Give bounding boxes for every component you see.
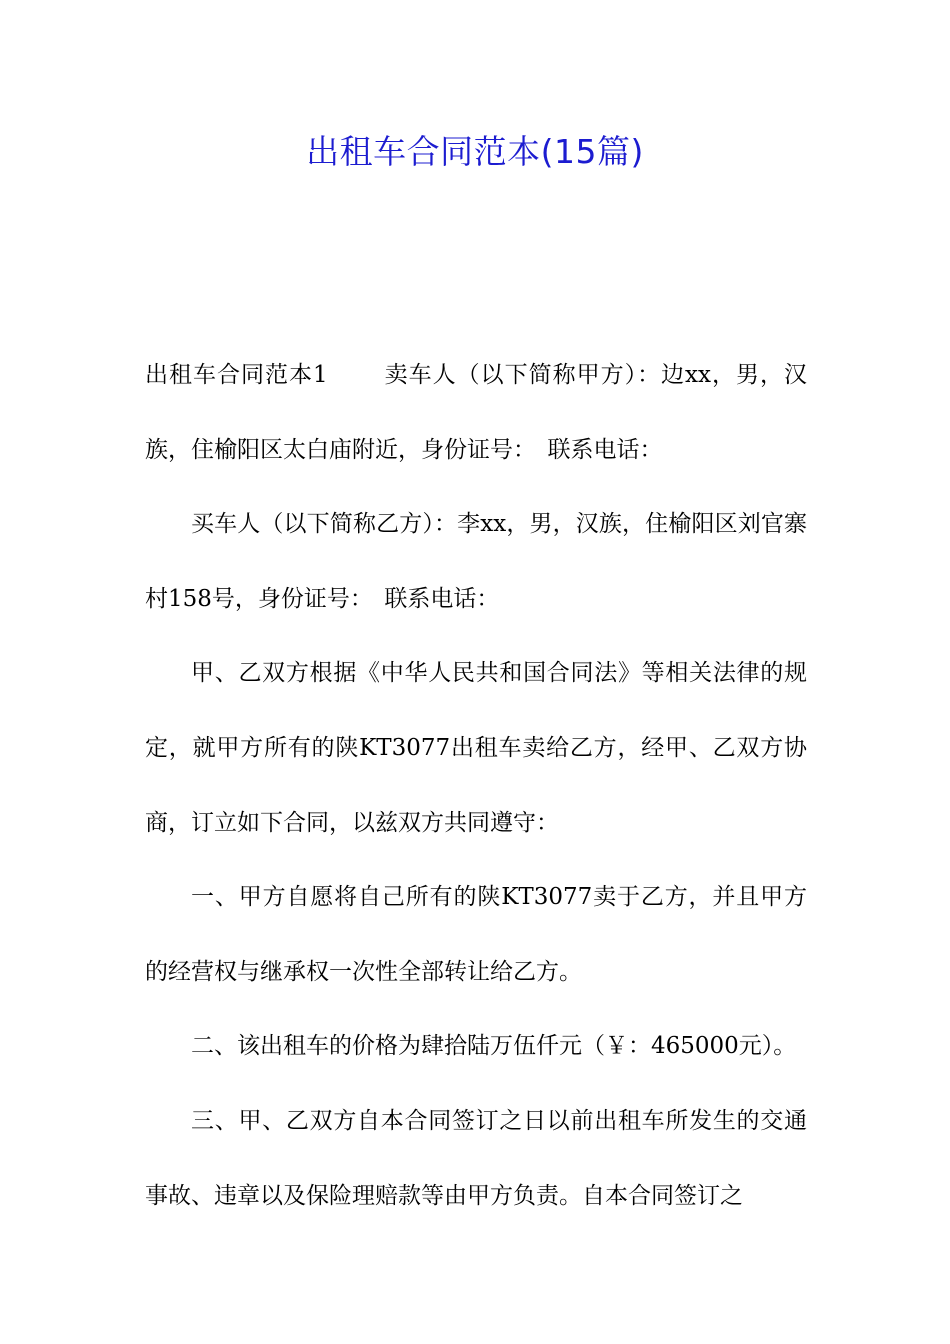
document-body [145, 338, 807, 1233]
document-title: 出租车合同范本(15篇) [306, 132, 644, 171]
contract-heading: 出租车合同范本1 [145, 362, 328, 388]
paragraph-1 [145, 338, 807, 487]
seller-paragraph: 卖车人（以下简称甲方）：边xx，男，汉族，住榆阳区太白庙附近，身份证号： 联系电话： [145, 362, 807, 463]
clause-2: 二、该出租车的价格为肆拾陆万伍仟元（￥：465000元）。 [191, 1033, 797, 1060]
buyer-paragraph: 买车人（以下简称乙方）：李xx，男，汉族，住榆阳区刘官寨村158号，身份证号： 联系电话： [145, 511, 807, 612]
clause-3: 三、甲、乙双方自本合同签订之日以前出租车所发生的交通事故、违章以及保险理赔款等由甲方负责。自本合同签订之 [145, 1107, 807, 1209]
clause-1: 一、甲方自愿将自己所有的陕KT3077卖于乙方，并且甲方的经营权与继承权一次性全部转让给乙方。 [145, 884, 807, 985]
agreement-paragraph: 甲、乙双方根据《中华人民共和国合同法》等相关法律的规定，就甲方所有的陕KT3077出租车卖给乙方，经甲、乙双方协商，订立如下合同，以兹双方共同遵守： [145, 660, 807, 836]
